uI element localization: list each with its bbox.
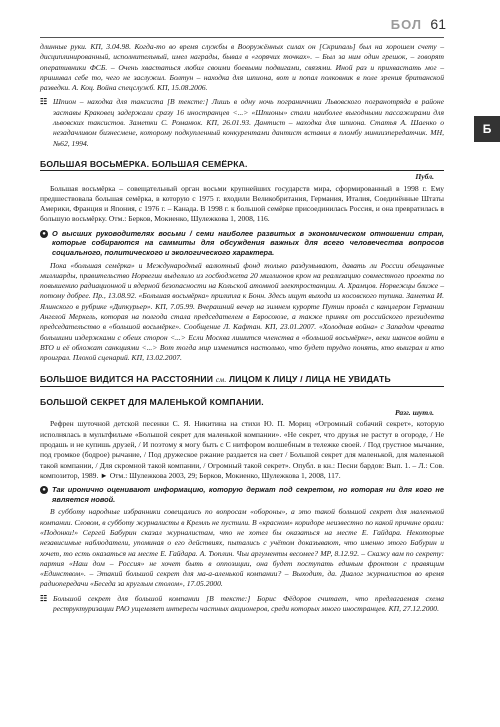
page-content [40,42,444,614]
entry-heading-big-distance [40,374,444,387]
cross-reference-marker: см. [215,374,227,384]
derived-form-paragraph [40,97,444,148]
page-number: 61 [430,16,446,32]
running-head-title: БОЛ [390,17,422,32]
entry-heading-big-eight: БОЛЬШАЯ ВОСЬМЁРКА. БОЛЬШАЯ СЕМЁРКА. [40,159,444,171]
derived-form-paragraph [40,594,444,615]
entry-examples: В субботу народные избранники совещались по вопросам «обороны», а это такой большой секрет для маленькой компании. Словом, в субботу журналисты в Кремль не пустили. В «красном» коридоре неизвестно по какой причине орали: «Подонки!» Сергей Бабурин сказал журналистам, что не хотел бы оказаться на месте Е. Гайдара. Некоторые независимые наблюдатели, упоминая о его действиях, пытались с учётом доказывают, что именно этого Бабурин и хочет, то есть оказаться на месте Е. Гайдара. А. Тюплин. Чьи аргументы весомее? МР, 8.12.92. – Скажу вам по секрету: партия «Наш дом – Россия» не хочет быть в оппозиции, она будет поступать единым фронтом с правящим «Единством». – Этакий большой секрет для ма-а-аленькой компании? – Выходит, да. Диалог журналистов во время радиопередачи «Беседа за круглым столом», 17.05.2000. [40,507,444,589]
letter-tab: Б [474,116,500,142]
running-head [40,14,444,38]
entry-definition: Рефрен шуточной детской песенки С. Я. Никитина на стихи Ю. П. Мориц «Огромный собачий секрет», которую исполнялась в мультфильме «Большой секрет для маленькой компании». «Не секрет, что друзья не растут в огороде, / Не продашь и не купишь друзей, / И поэтому я могу быть с С нитфором волшебным в тележке своей. / Под грустное мычание, под громкое (бодрое) рычание, / Под дружеское ржание раздается на свет / Большой секрет для маленькой, для маленькой такой компании, / Для скромной такой компании, / Огромный такой секрет». Опубл. в кн.: Песни бардов: Вып. 1. – Л.: Сов. композитор, 1989. ► Отм.: Шулежкова 2003, 29; Берков, Мокиенко, Шулежкова 1, 2008, 117. [40,419,444,480]
book-icon: ☷ [40,593,48,603]
usage-note-text: О высших руководителях восьми / семи наиболее развитых в экономическом отношении стран, которые собираются на саммиты для обсуждения важных для всего человечества вопросов социального, политического и экологического характера. [52,228,444,257]
book-icon: ☷ [40,97,48,107]
usage-note [40,229,444,258]
continued-example: длинные руки. КП, 3.04.98. Когда-то во время службы в Вооружённых силах он [Скрипаль] был на хорошем счету – дисциплинированный, исполнительный, имел награды, бывал в «горячих точках». – Был за ним один грешок, – говорят оперативники ФСБ. – Очень хвастаться любил своими боевыми подвигами, связями. Иной раз и прихвастать мог – пришивал себе то, чего не заслужил. Болтун – находка для шпиона, вот и попал полковник в поле зрения британской разведки. А. Коц. Война спецслужб. КП, 15.08.2006. [40,42,444,93]
header-rule [40,37,444,38]
entry-heading-big-secret: БОЛЬШОЙ СЕКРЕТ ДЛЯ МАЛЕНЬКОЙ КОМПАНИИ. [40,396,264,407]
usage-note [40,485,444,504]
entry-examples: Пока «большая семёрка» и Международный валютный фонд только раздумывают, давать ли России обещанные миллиарды, правительство Норвегии выделило из госбюджета 20 миллионов крон на реализацию совместного проекта по повышению радиационной и ядерной безопасности на Кольской атомной электростанции. А. Храмцов. Норвежцы ближе – потому добрее. Пр., 13.08.92. «Большая восьмёрка» прилипла к Бонн. Здесь ищут выхода из косовского тупика. Заметка И. Ялинского в рубрике «Дипкурьер». КП, 7.05.99. Вчерашний вечер на зимнем курорте Путин провёл с канцлером Германии Ангелой Меркель, которая на полгода стала председателем в Евросоюзе, а также принял от российского президента председательство в «большой восьмёрке». Сообщение Л. Кафтан. КП, 23.01.2007. «Холодная война» с Западом чревата большими издержками с обеих сторон <...> Если Москва лишится членства в «большой восьмёрке», веки шансов войти в ВТО и её обложат санкциями <...> Вот тогда мир изменится настолько, что будет трудно понять, кто выиграл и кто проиграл. Плохой сценарий. КП, 13.02.2007. [40,260,444,363]
usage-note-text: Так иронично оценивают информацию, которую держат под секретом, но которая ни для кого не является новой. [52,485,444,504]
style-label: Разг. шутл. [394,408,434,418]
entry-heading-text: БОЛЬШОЕ ВИДИТСЯ НА РАССТОЯНИИ [40,373,214,384]
usage-note-icon: ● [40,230,48,238]
usage-note-icon: ● [40,486,48,494]
entry-definition: Большая восьмёрка – совещательный орган восьми крупнейших государств мира, сформированный в 1998 г. Ему предшествовала большая семёрка, в которую с 1975 г. входили Великобритания, Германия, Италия, Соединённые Штаты Америки, Франция и Япония, с 1976 г. – Канада. В 1998 г. к большой семёрке присоединилась Россия, и она превратилась в большую восьмёрку. Отм.: Берков, Мокиенко, Шулежкова 1, 2008, 116. [40,183,444,224]
derived-form-text: Шпион – находка для таксиста [В тексте:] Лишь в одну ночь пограничники Львовского погранотряда в районе заставы Краковец задержали сразу 16 иностранцев <...> «Шпионы» стали наиболее выгодными пассажирами для львовских таксистов. Заметки С. Романюк. КП, 26.01.93. Дантист – находка для шпиона. Статья А. Шаенко о незадачливом бизнесмене, которому подкупленный конкурентами дантист вставил в пломбу миниизпередатчик. МН, №62, 1994. [53,97,444,148]
style-label: Публ. [415,172,434,182]
derived-form-text: Большой секрет для большой компании [В тексте:] Борис Фёдоров считает, что предлагаемая схема реструктуризации РАО ущемляет интересы частных акционеров, среди которых много иностранцев. КП, 27.12.2000. [53,593,444,614]
cross-reference-target: ЛИЦОМ К ЛИЦУ / ЛИЦА НЕ УВИДАТЬ [229,373,391,384]
